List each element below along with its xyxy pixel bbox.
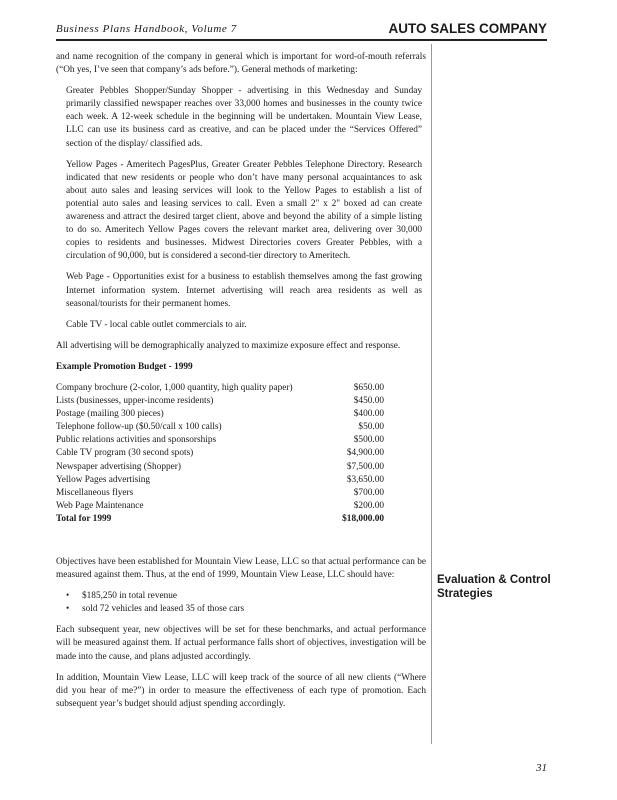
method-yellow-pages: Yellow Pages - Ameritech PagesPlus, Greater Greater Pebbles Telephone Directory. Research indicated that new residents or people who don’t have many personal acquaintances to ask about auto sales and leasing services will look to the Yellow Pages to establish a list of potential auto sales and leasing services to call. Even a small 2" x 2" boxed ad can create awareness and attract the desired target client, above and beyond the ability of a simple listing to do so. Ameritech Yellow Pages covers the relevant market area, delivering over 30,000 copies to residents and businesses. Midwest Directories covers Greater Pebbles, with a circulation of 90,000, but is considered a second-tier directory to Ameritech. — [66, 159, 422, 262]
section-heading-evaluation: Evaluation & Control Strategies — [437, 574, 551, 600]
budget-item: Postage (mailing 300 pieces) — [56, 409, 164, 420]
budget-amount: $7,500.00 — [346, 461, 384, 472]
objectives-list — [66, 590, 426, 616]
budget-row — [56, 382, 384, 395]
budget-item: Yellow Pages advertising — [56, 474, 151, 485]
budget-total-row — [56, 513, 384, 526]
running-header-section: AUTO SALES COMPANY — [388, 21, 547, 36]
budget-amount: $50.00 — [358, 422, 384, 433]
list-item: • sold 72 vehicles and leased 35 of those cars — [66, 603, 426, 616]
column-divider — [431, 44, 432, 744]
budget-row — [56, 434, 384, 447]
evaluation-paragraph-3: In addition, Mountain View Lease, LLC will keep track of the source of all new clients (“Where did you hear of me?”) in order to measure the effectiveness of each type of promotion. Each subsequent year’s budget should adjust spending accordingly. — [56, 672, 426, 709]
intro-paragraph: and name recognition of the company in general which is important for word-of-mouth referrals (“Oh yes, I’ve seen that company’s ads before.”). General methods of marketing: — [56, 52, 426, 76]
budget-row — [56, 421, 384, 434]
budget-item: Telephone follow-up ($0.50/call x 100 calls) — [56, 422, 222, 433]
budget-amount: $700.00 — [353, 487, 384, 498]
budget-amount: $400.00 — [353, 409, 384, 420]
header-divider — [56, 39, 547, 41]
budget-total-label: Total for 1999 — [56, 513, 112, 524]
budget-item: Newspaper advertising (Shopper) — [56, 461, 181, 472]
running-header-title: Business Plans Handbook, Volume 7 — [56, 23, 237, 35]
budget-amount: $4,900.00 — [346, 448, 384, 459]
budget-row — [56, 474, 384, 487]
evaluation-intro: Objectives have been established for Mountain View Lease, LLC so that actual performance can be measured against them. Thus, at the end of 1999, Mountain View Lease, LLC should have: — [56, 557, 426, 581]
list-item: • $185,250 in total revenue — [66, 590, 426, 603]
budget-item: Cable TV program (30 second spots) — [56, 448, 194, 459]
method-cable-tv: Cable TV - local cable outlet commercials to air. — [66, 319, 247, 330]
budget-row — [56, 447, 384, 460]
budget-amount: $450.00 — [353, 396, 384, 407]
budget-table — [56, 382, 384, 526]
method-shopper: Greater Pebbles Shopper/Sunday Shopper - advertising in this Wednesday and Sunday primarily classified newspaper reaches over 33,000 homes and businesses in the county twice each week. A 12-week schedule in the beginning will be undertaken. Mountain View Lease, LLC can use its business card as creative, and can be placed under the “Services Offered” section of the display/ classified ads. — [66, 86, 422, 149]
budget-amount: $3,650.00 — [346, 474, 384, 485]
budget-amount: $500.00 — [353, 435, 384, 446]
method-web-page: Web Page - Opportunities exist for a business to establish themselves among the fast growing Internet information system. Internet advertising will reach area residents as well as seasonal/tourists for their permanent homes. — [66, 272, 422, 309]
budget-row — [56, 500, 384, 513]
budget-amount: $200.00 — [353, 500, 384, 511]
budget-item: Miscellaneous flyers — [56, 487, 134, 498]
budget-item: Company brochure (2-color, 1,000 quantity, high quality paper) — [56, 382, 293, 393]
budget-row — [56, 461, 384, 474]
budget-item: Web Page Maintenance — [56, 500, 144, 511]
budget-item: Lists (businesses, upper-income residents) — [56, 396, 214, 407]
budget-row — [56, 395, 384, 408]
evaluation-paragraph-2: Each subsequent year, new objectives will be set for these benchmarks, and actual performance will be measured against them. If actual performance falls short of objectives, investigation will be made into the cause, and plans adjusted accordingly. — [56, 625, 426, 662]
budget-item: Public relations activities and sponsorships — [56, 435, 217, 446]
demographics-paragraph: All advertising will be demographically analyzed to maximize exposure effect and response. — [56, 340, 401, 351]
budget-row — [56, 487, 384, 500]
budget-row — [56, 408, 384, 421]
budget-total-amount: $18,000.00 — [342, 513, 384, 524]
main-column — [56, 51, 426, 719]
budget-amount: $650.00 — [353, 382, 384, 393]
page-number: 31 — [536, 762, 547, 774]
budget-title: Example Promotion Budget - 1999 — [56, 361, 193, 372]
